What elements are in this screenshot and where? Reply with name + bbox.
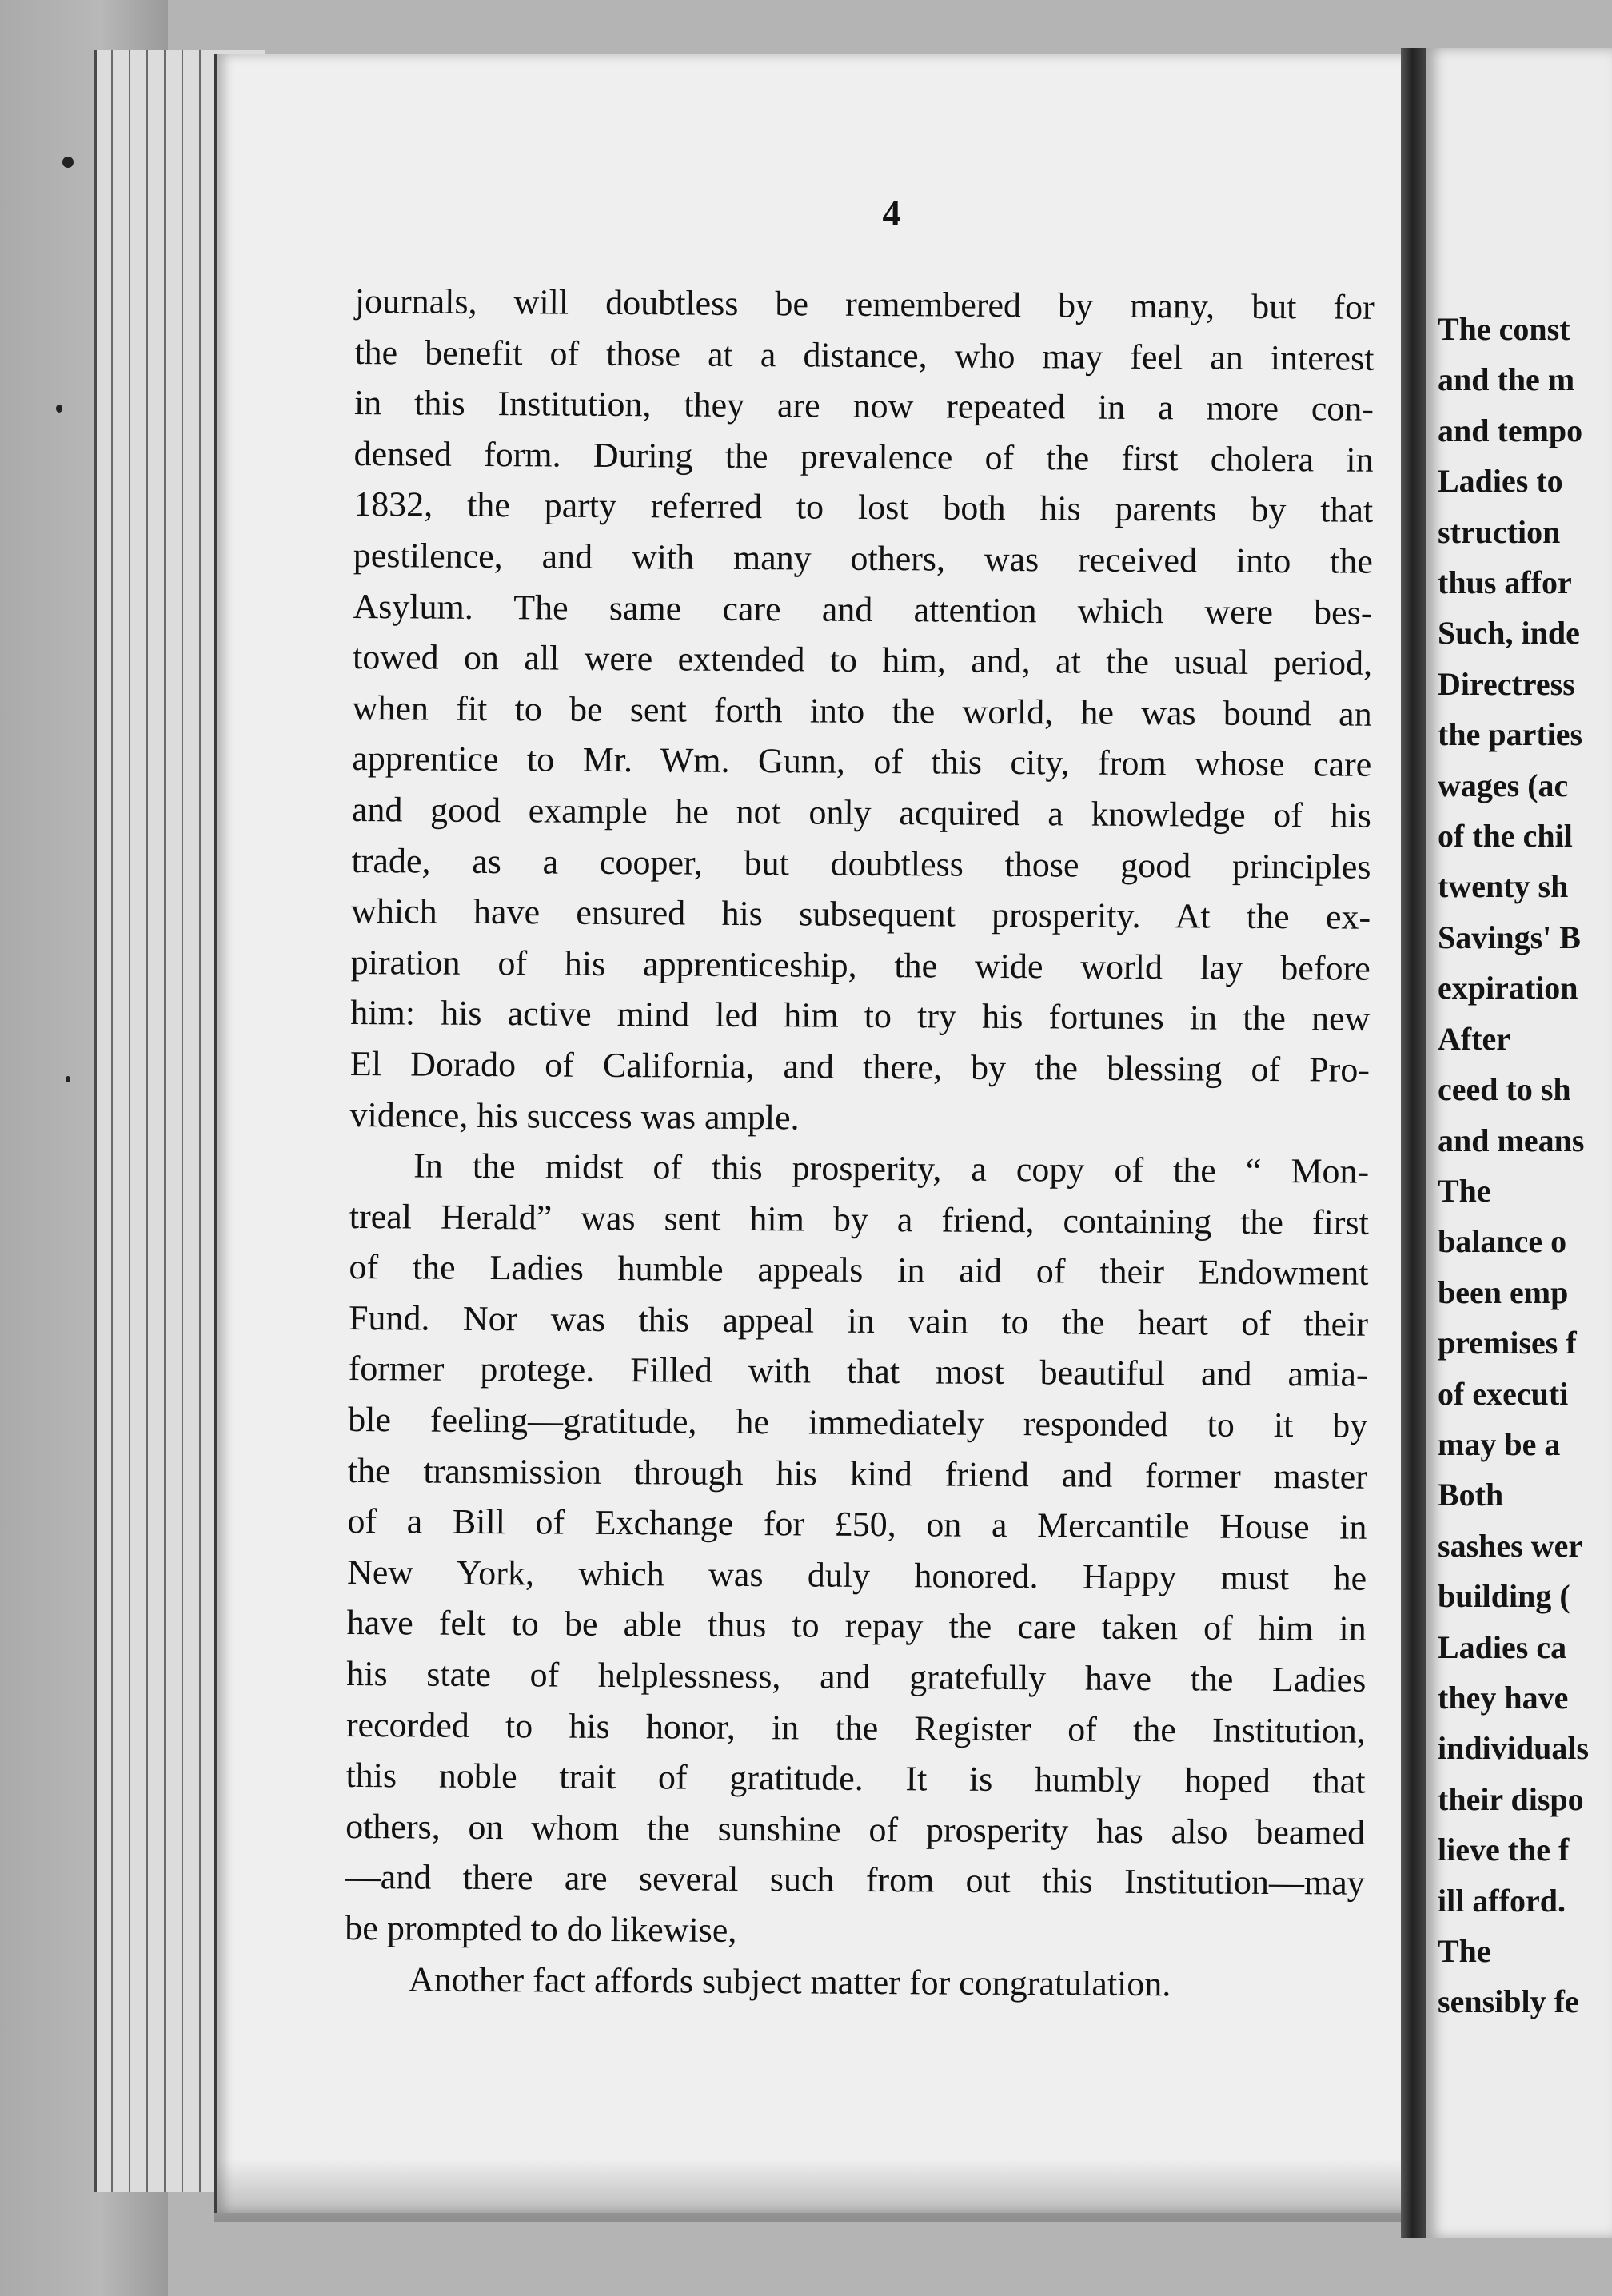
text-line: pestilence, and with many others, was received into the [353,535,1373,581]
text-line: journals, will doubtless be remembered by many, but for [354,281,1375,327]
text-line: have felt to be able thus to repay the care taken of him in [346,1603,1367,1649]
facing-text-line: and means [1438,1122,1585,1158]
facing-page-text [1438,304,1612,2027]
page-bottom-shadow [214,2158,1406,2222]
facing-text-line: premises f [1438,1325,1577,1361]
text-line: the transmission through his kind friend and former master [347,1450,1367,1497]
text-line: towed on all were extended to him, and, at the usual period, [352,637,1373,683]
page-edge [199,50,201,2192]
facing-text-line: The [1438,1172,1491,1209]
dust-speck [62,157,74,168]
facing-text-line: ill afford. [1438,1882,1566,1919]
facing-text-line: of executi [1438,1375,1569,1412]
facing-text-line: Ladies ca [1438,1628,1567,1665]
facing-text-line: After [1438,1020,1511,1057]
page-number: 4 [882,193,901,233]
page-body-text [345,276,1375,2011]
text-line: vidence, his success was ample. [349,1094,800,1137]
facing-text-line: of the chil [1438,818,1573,855]
text-line: El Dorado of California, and there, by the blessing of Pro- [349,1043,1371,1090]
facing-text-line: balance o [1438,1223,1567,1260]
text-line: trade, as a cooper, but doubtless those good principles [351,840,1371,887]
facing-text-line: lieve the f [1438,1832,1570,1868]
facing-text-line: The [1438,1933,1491,1969]
dust-speck [56,405,62,413]
facing-text-line: they have [1438,1679,1569,1716]
text-line: apprentice to Mr. Wm. Gunn, of this city, from whose care [352,739,1372,785]
facing-text-line: individuals [1438,1730,1590,1767]
facing-text-line: building ( [1438,1578,1570,1615]
text-line: densed form. During the prevalence of the first cholera in [353,433,1374,480]
facing-text-line: the parties [1438,716,1583,753]
text-line: Fund. Nor was this appeal in vain to the heart of their [348,1297,1369,1344]
facing-text-line: may be a [1438,1425,1561,1462]
text-line: —and there are several such from out this Institution—may [345,1857,1365,1903]
text-line: New York, which was duly honored. Happy must he [346,1552,1367,1598]
text-line: when fit to be sent forth into the world, he was bound an [352,688,1372,734]
facing-text-line: their dispo [1438,1780,1584,1817]
text-line: treal Herald” was sent him by a friend, containing the first [349,1196,1369,1242]
text-line: recorded to his honor, in the Register of the Institution, [345,1704,1367,1751]
facing-page [1426,48,1612,2238]
text-line: this noble trait of gratitude. It is humbly hoped that [345,1756,1366,1801]
text-line: former protege. Filled with that most beautiful and amia- [348,1349,1368,1395]
facing-text-line: thus affor [1438,564,1572,601]
text-line: In the midst of this prosperity, a copy of the “ Mon- [413,1146,1370,1191]
text-line: in this Institution, they are now repeated in a more con- [353,383,1375,429]
facing-text-line: wages (ac [1438,767,1569,803]
facing-text-line: Savings' B [1438,919,1581,955]
facing-text-line: twenty sh [1438,868,1569,905]
facing-text-line: The const [1438,311,1570,347]
facing-text-line: ceed to sh [1438,1071,1571,1108]
facing-text-line: and the m [1438,361,1575,398]
facing-text-line: sashes wer [1438,1527,1583,1564]
text-line: of the Ladies humble appeals in aid of their Endowment [349,1247,1369,1293]
text-line: others, on whom the sunshine of prosperity has also beamed [345,1806,1366,1852]
text-line: which have ensured his subsequent prosperity. At the ex- [350,891,1371,937]
text-line: ble feeling—gratitude, he immediately responded to it by [348,1400,1368,1445]
text-line: and good example he not only acquired a knowledge of his [351,789,1372,835]
facing-text-line: Both [1438,1477,1504,1513]
text-line: 1832, the party referred to lost both his parents by that [353,484,1374,531]
facing-text-line: and tempo [1438,412,1583,448]
book-gutter [1401,48,1426,2238]
facing-text-line: sensibly fe [1438,1983,1579,2020]
text-line: Asylum. The same care and attention which were bes- [353,586,1373,632]
text-line: of a Bill of Exchange for £50, on a Mercantile House in [347,1501,1367,1548]
facing-text-line: Such, inde [1438,615,1580,652]
page-edge [129,50,130,2192]
text-line: the benefit of those at a distance, who may feel an interest [354,332,1375,378]
page-edge [146,50,148,2192]
facing-text-line: been emp [1438,1274,1569,1310]
text-line: be prompted to do likewise, [345,1907,737,1950]
facing-text-line: Ladies to [1438,463,1563,500]
dust-speck [66,1076,70,1082]
facing-text-line: struction [1438,513,1561,550]
facing-text-line: Directress [1438,665,1575,702]
page-edge [164,50,166,2192]
text-line: piration of his apprenticeship, the wide world lay before [350,942,1371,988]
text-line: Another fact affords subject matter for congratulation. [408,1959,1171,2003]
page-edge [182,50,183,2192]
page-edge [111,50,113,2192]
facing-text-line: expiration [1438,970,1578,1006]
text-line: his state of helplessness, and gratefully have the Ladies [346,1653,1367,1700]
text-line: him: his active mind led him to try his fortunes in the new [350,993,1371,1039]
